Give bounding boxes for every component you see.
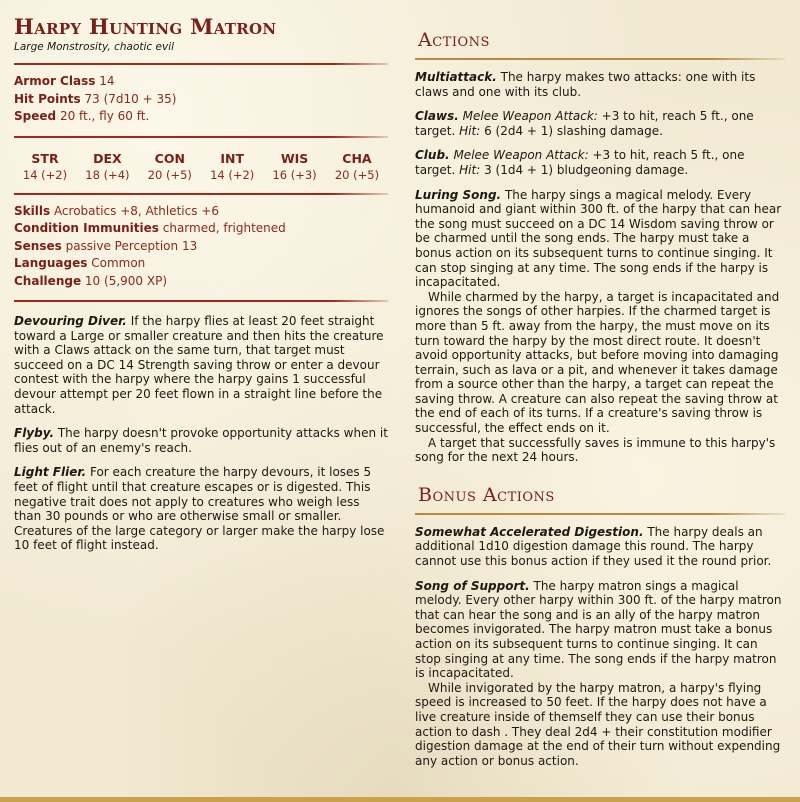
trait-flyby [14, 426, 388, 455]
condition-immunities-line [14, 220, 388, 238]
armor-class-value: 14 [99, 74, 115, 88]
hit-text: 6 (2d4 + 1) slashing damage. [484, 123, 663, 138]
speed-label: Speed [14, 109, 57, 123]
ability-name: CHA [342, 150, 372, 166]
trait-text: If the harpy flies at least 20 feet straight toward a Large or smaller creature and then hits the creature with a Claws attack on the same turn, that target must succeed on a DC 14 Strength saving throw or enter a devour contest with the harpy where the harpy gains 1 successful devour attempt per 20 feet flown in a straight line before the attack. [14, 314, 384, 416]
condition-immunities-value: charmed, frightened [162, 221, 286, 235]
ability-score: 20 (+5) [334, 167, 380, 182]
senses-value: passive Perception 13 [65, 238, 198, 253]
action-multiattack [415, 70, 785, 99]
ability-dex [76, 150, 138, 183]
right-column [415, 28, 785, 768]
challenge-value: 10 (5,900 XP) [84, 273, 167, 288]
skills-label: Skills [14, 203, 51, 218]
trait-text: The harpy doesn't provoke opportunity attacks when it flies out of an enemy's reach. [14, 426, 388, 455]
actions-heading-rule [415, 58, 785, 60]
attack-type: Melee Weapon Attack: [453, 148, 589, 163]
luring-song-paragraph-2: While charmed by the harpy, a target is incapacitated and ignores the songs of other harpies. If the charmed target is more than 5 ft. away from the harpy, the must move on its turn toward the harpy by the most direct route. It doesn't avoid opportunity attacks, but before moving into damaging terrain, such as lava or a pit, and whenever it takes damage from a source other than the harpy, a target can repeat the saving throw. A creature can also repeat the saving throw at the end of each of its turns. If a creature's saving throw is successful, the effect ends on it. [415, 289, 780, 436]
action-text: The harpy deals an additional 1d10 digestion damage this round. The harpy cannot use this bonus action if they used it the round prior. [415, 524, 772, 569]
ability-score: 16 (+3) [272, 167, 317, 182]
trait-devouring-diver [14, 314, 388, 416]
action-name: Somewhat Accelerated Digestion. [415, 524, 644, 539]
skills-value: Acrobatics +8, Athletics +6 [53, 203, 219, 218]
action-name: Song of Support. [415, 578, 530, 593]
trait-name: Devouring Diver. [14, 314, 127, 328]
ability-wis [264, 150, 326, 183]
song-of-support-paragraph-2: While invigorated by the harpy matron, a harpy's flying speed is increased to 50 feet. If the harpy does not have a live creature inside of themself they can use their bonus action to dash . They deal 2d4 + their constitution modifier digestion damage at the end of their turn without expending any action or bonus action. [415, 680, 781, 768]
trait-light-flier [14, 465, 388, 553]
divider-rule [14, 193, 388, 195]
trait-text: For each creature the harpy devours, it loses 5 feet of flight until that creature escapes or is digested. This negative trait does not apply to creatures who weigh less than 30 pounds or who are otherwise small or smaller. Creatures of the large category or larger make the harpy lose 10 feet of flight instead. [14, 465, 385, 553]
ability-int [201, 150, 263, 183]
trait-name: Light Flier. [14, 465, 87, 480]
ability-str [14, 150, 76, 183]
bonus-action-digestion [415, 525, 785, 569]
speed-line [14, 108, 388, 126]
hit-text: 3 (1d4 + 1) bludgeoning damage. [484, 162, 689, 177]
hit-label: Hit: [459, 162, 481, 177]
ability-con [139, 150, 201, 183]
bonus-actions-heading: Bonus Actions [418, 483, 555, 506]
trait-name: Flyby. [14, 426, 55, 441]
action-name: Multiattack. [415, 70, 497, 84]
ability-score: 20 (+5) [147, 167, 192, 182]
divider-rule [14, 300, 388, 302]
senses-label: Senses [14, 238, 62, 253]
bonus-actions-heading-rule [415, 513, 785, 515]
action-text: The harpy sings a magical melody. Every humanoid and giant within 300 ft. of the harpy that can hear the song must succeed on a DC 14 Wisdom saving throw or be charmed until the song ends. The harpy must take a bonus action on its subsequent turns to continue singing. It can stop singing at any time. The song ends if the harpy is incapacitated. [415, 187, 782, 290]
action-luring-song [415, 188, 785, 290]
actions-heading: Actions [418, 29, 490, 51]
speed-value: 20 ft., fly 60 ft. [59, 109, 150, 123]
languages-value: Common [91, 256, 146, 270]
action-text: The harpy makes two attacks: one with its claws and one with its club. [415, 70, 756, 99]
hit-points-value: 73 (7d10 + 35) [84, 91, 177, 106]
divider-rule [14, 136, 388, 138]
action-name: Claws. [415, 109, 459, 124]
challenge-label: Challenge [14, 273, 82, 288]
ability-scores [14, 146, 388, 183]
action-club [415, 148, 785, 177]
luring-song-paragraph-3: A target that successfully saves is immune to this harpy's song for the next 24 hours. [415, 435, 776, 465]
challenge-line [14, 273, 388, 291]
ability-score: 14 (+2) [210, 167, 255, 182]
hit-label: Hit: [459, 123, 481, 138]
action-name: Club. [415, 148, 450, 163]
languages-line [14, 255, 388, 273]
action-claws [415, 109, 785, 138]
ability-cha [326, 150, 388, 183]
attack-text: +3 to hit, reach 5 ft., one target. [415, 148, 745, 177]
hit-points-line [14, 91, 388, 109]
condition-immunities-label: Condition Immunities [14, 221, 159, 235]
senses-line [14, 238, 388, 256]
ability-name: CON [154, 150, 185, 166]
action-name: Luring Song. [415, 187, 502, 202]
action-text: The harpy matron sings a magical melody. Every other harpy within 300 ft. of the harpy matron that can hear the song and is an ally of the harpy matron becomes invigorated. The harpy matron must take a bonus action on its subsequent turns to continue singing. It can stop singing at any time. The song ends if the harpy matron is incapacitated. [415, 578, 782, 681]
monster-type: Large Monstrosity, chaotic evil [14, 41, 175, 53]
ability-name: STR [31, 150, 59, 166]
bonus-action-song-of-support [415, 579, 785, 681]
divider-rule [14, 63, 388, 65]
languages-label: Languages [14, 256, 88, 270]
attack-type: Melee Weapon Attack: [462, 109, 598, 124]
armor-class-label: Armor Class [14, 74, 96, 88]
ability-name: DEX [93, 150, 122, 166]
skills-line [14, 203, 388, 221]
hit-points-label: Hit Points [14, 91, 81, 106]
ability-name: WIS [280, 150, 309, 166]
armor-class-line [14, 73, 388, 91]
ability-name: INT [220, 150, 244, 166]
ability-score: 14 (+2) [22, 167, 68, 182]
monster-name: Harpy Hunting Matron [14, 14, 277, 39]
ability-score: 18 (+4) [85, 167, 130, 182]
left-column [14, 14, 388, 563]
attack-text: +3 to hit, reach 5 ft., one target. [415, 109, 754, 138]
